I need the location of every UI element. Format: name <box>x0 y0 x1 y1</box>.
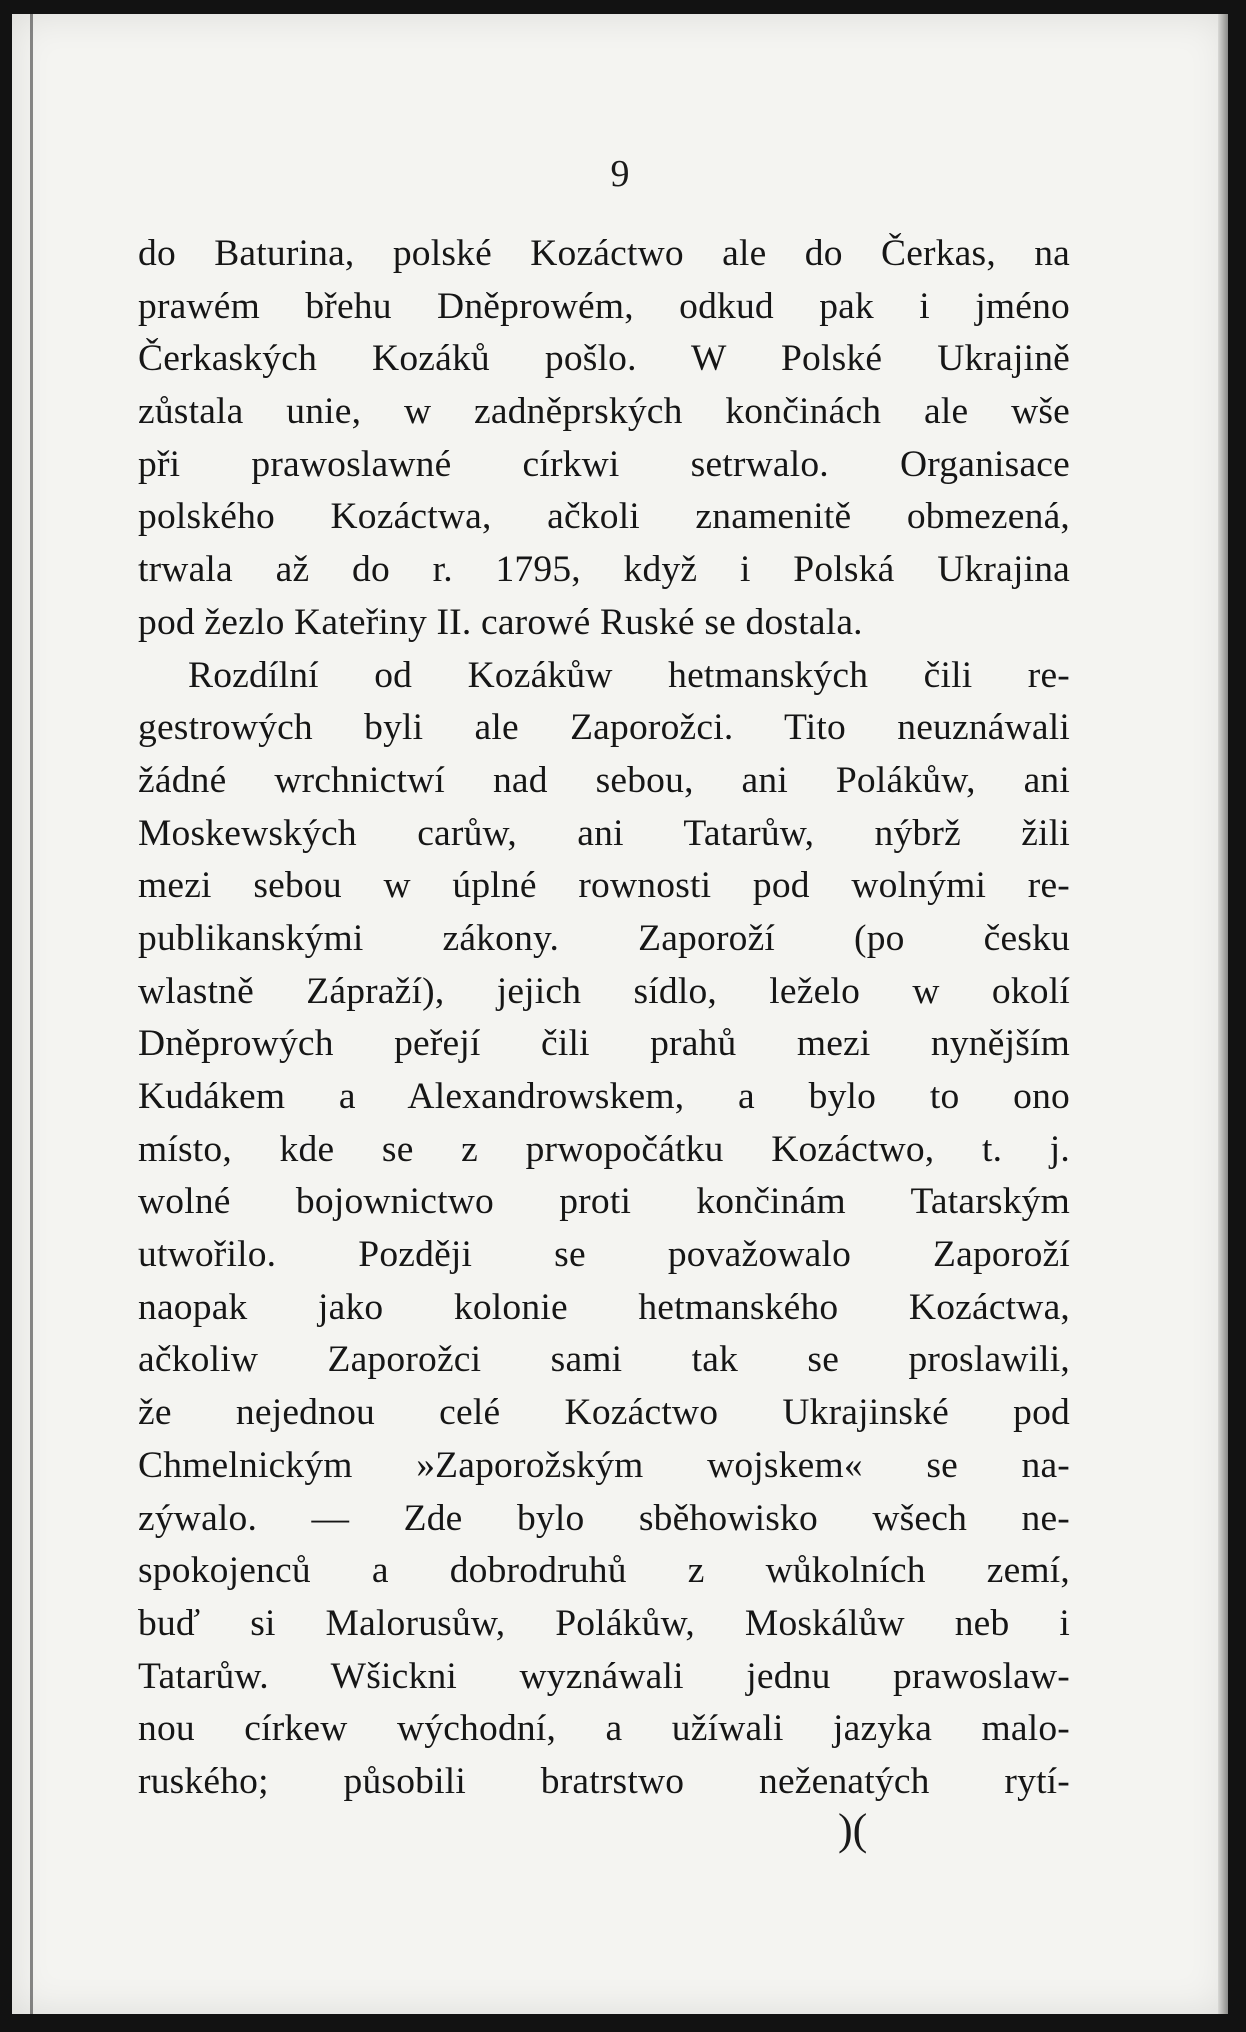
text-line: Moskewských carůw, ani Tatarůw, nýbrž žili <box>138 812 1070 854</box>
text-line: mezi sebou w úplné rownosti pod wolnými re- <box>138 865 1070 907</box>
text-line: wlastně Zápraží), jejich sídlo, leželo w okolí <box>138 970 1070 1012</box>
text-line: publikanskými zákony. Zaporoží (po česku <box>138 917 1070 959</box>
text-line: Čerkaských Kozáků pošlo. W Polské Ukrajině <box>138 338 1070 380</box>
page-edge <box>1218 14 1228 2014</box>
text-line: gestrowých byli ale Zaporožci. Tito neuznáwali <box>138 707 1070 749</box>
text-line: Tatarůw. Wšickni wyznáwali jednu prawoslaw- <box>138 1655 1070 1697</box>
text-line: polského Kozáctwa, ačkoli znamenitě obmezená, <box>138 496 1070 538</box>
text-line: Rozdílní od Kozákůw hetmanských čili re- <box>188 654 1070 696</box>
text-line: naopak jako kolonie hetmanského Kozáctwa, <box>138 1286 1070 1328</box>
text-line: prawém břehu Dněprowém, odkud pak i jméno <box>138 285 1070 327</box>
text-line: utwořilo. Později se považowalo Zaporoží <box>138 1234 1070 1276</box>
text-line: při prawoslawné církwi setrwalo. Organisace <box>138 443 1070 485</box>
text-line: pod žezlo Kateřiny II. carowé Ruské se dostala. <box>138 601 863 643</box>
text-line: do Baturina, polské Kozáctwo ale do Čerkas, na <box>138 233 1070 274</box>
text-line: ačkoliw Zaporožci sami tak se proslawili, <box>138 1339 1070 1381</box>
text-line: žádné wrchnictwí nad sebou, ani Polákůw, ani <box>138 759 1070 801</box>
page-number: 9 <box>610 153 630 195</box>
body-text <box>138 228 1070 1809</box>
text-line: zýwalo. — Zde bylo sběhowisko wšech ne- <box>138 1497 1070 1539</box>
text-line: zůstala unie, w zadněprských končinách ale wše <box>138 391 1070 433</box>
gutter-line <box>30 14 33 2014</box>
signature-mark: )( <box>838 1805 868 1854</box>
text-line: že nejednou celé Kozáctwo Ukrajinské pod <box>138 1392 1070 1434</box>
text-line: wolné bojownictwo proti končinám Tatarským <box>138 1181 1070 1223</box>
text-line: buď si Malorusůw, Polákůw, Moskálůw neb i <box>138 1602 1070 1644</box>
book-page <box>12 14 1228 2014</box>
text-line: ruského; působili bratrstwo neženatých rytí- <box>138 1760 1070 1802</box>
text-line: Kudákem a Alexandrowskem, a bylo to ono <box>138 1076 1070 1117</box>
text-line: trwala až do r. 1795, když i Polská Ukrajina <box>138 549 1070 591</box>
text-line: Dněprowých peřejí čili prahů mezi nynějším <box>138 1023 1070 1065</box>
text-line: nou církew wýchodní, a užíwali jazyka malo- <box>138 1708 1070 1750</box>
text-line: Chmelnickým »Zaporožským wojskem« se na- <box>138 1444 1070 1486</box>
text-line: spokojenců a dobrodruhů z wůkolních zemí, <box>138 1550 1070 1592</box>
text-line: místo, kde se z prwopočátku Kozáctwo, t. j. <box>138 1128 1070 1170</box>
